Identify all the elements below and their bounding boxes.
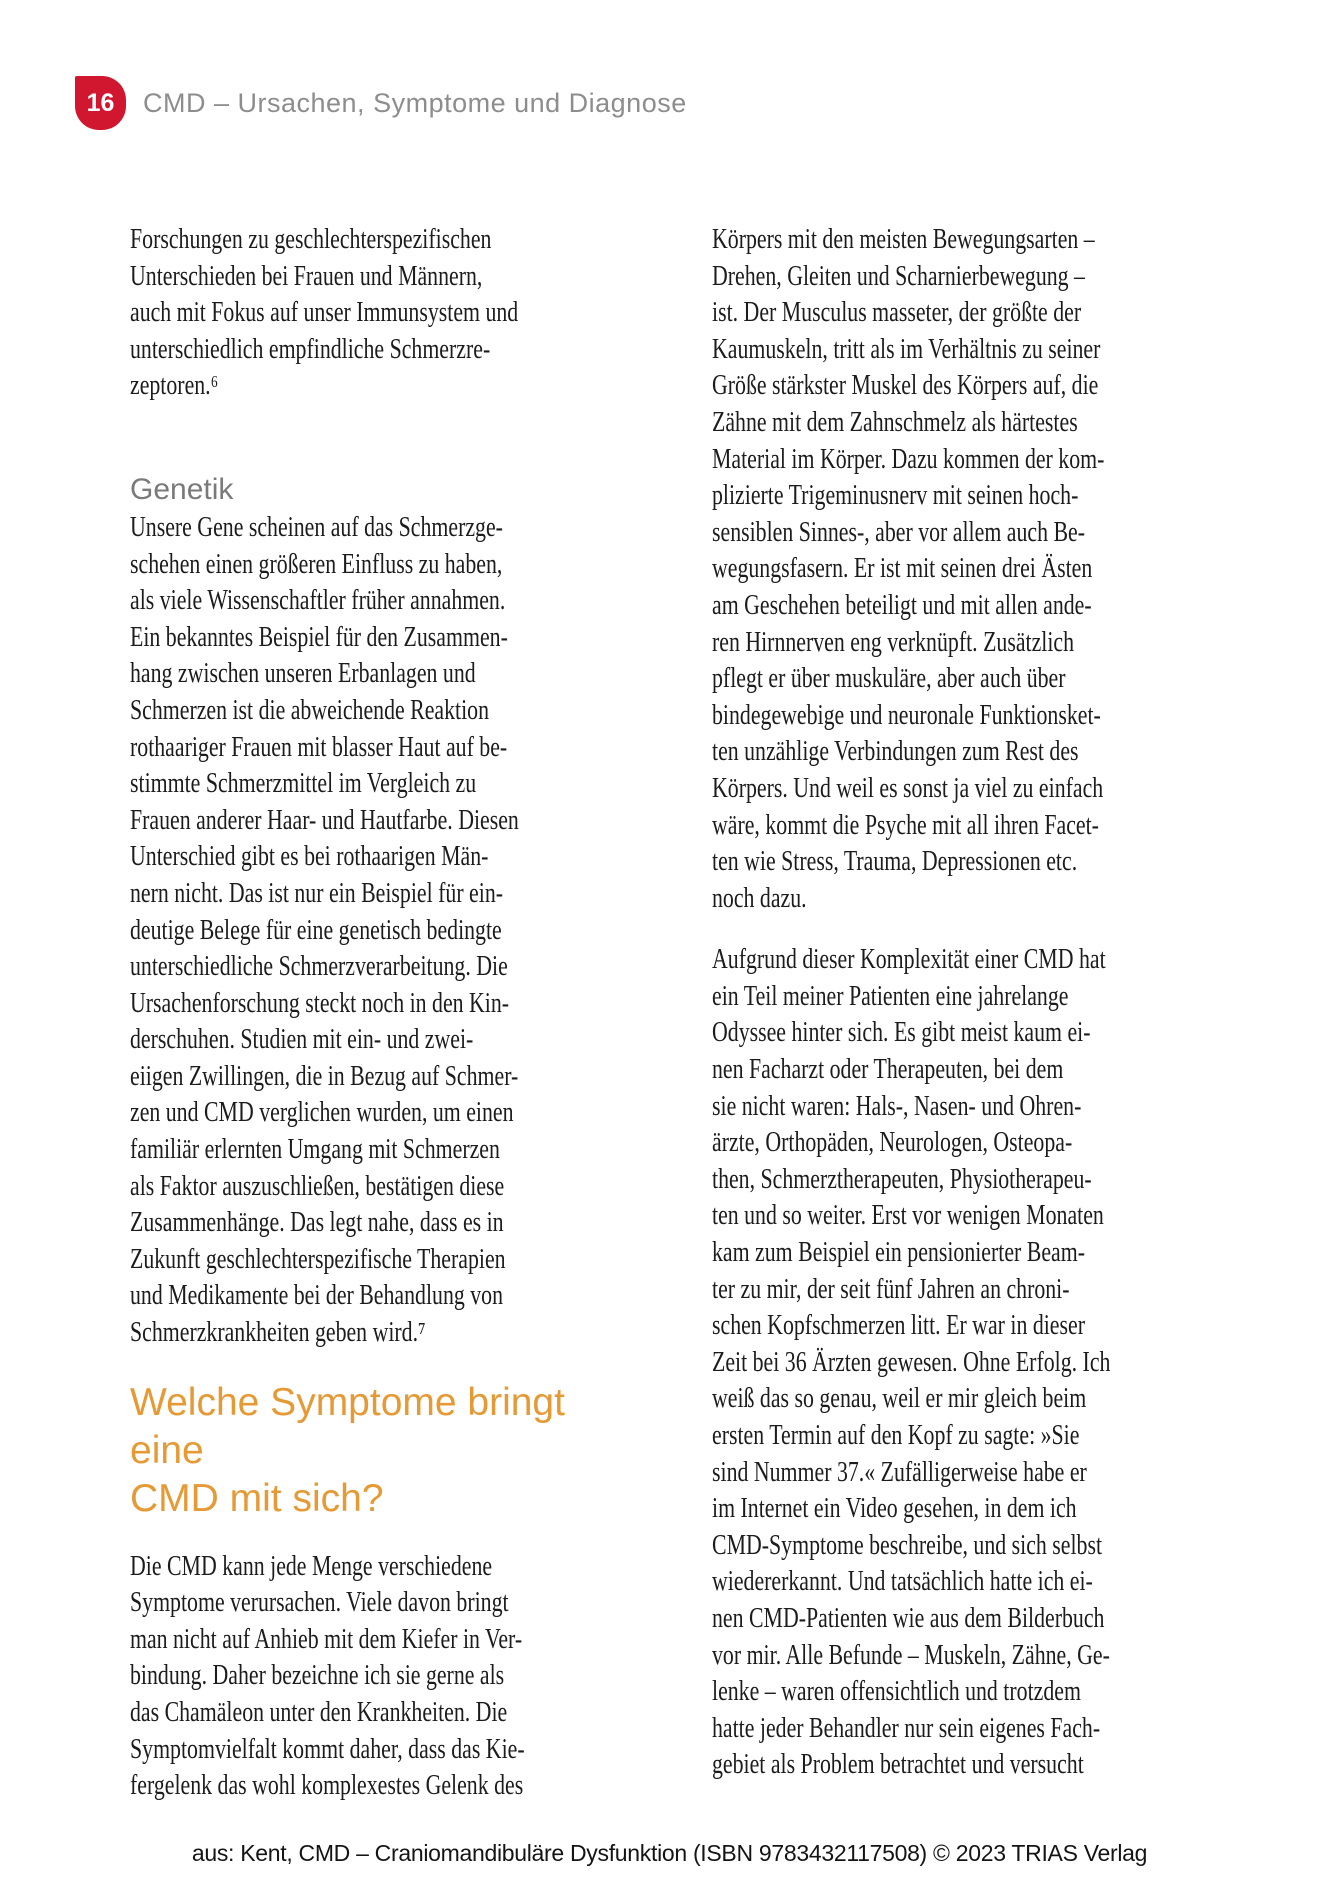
text-line: auch mit Fokus auf unser Immunsystem und bbox=[130, 297, 519, 329]
text-line: nen Facharzt oder Therapeuten, bei dem bbox=[712, 1054, 1064, 1086]
paragraph bbox=[712, 942, 1212, 1784]
text-line: Unsere Gene scheinen auf das Schmerzge- bbox=[130, 511, 503, 543]
text-line: ten unzählige Verbindungen zum Rest des bbox=[712, 736, 1079, 768]
text-line: im Internet ein Video gesehen, in dem ich bbox=[712, 1493, 1077, 1525]
text-line: ter zu mir, der seit fünf Jahren an chroni- bbox=[712, 1273, 1070, 1305]
text-line: deutige Belege für eine genetisch bedingte bbox=[130, 914, 502, 946]
text-line: am Geschehen beteiligt und mit allen ande- bbox=[712, 589, 1092, 621]
page-number: 16 bbox=[86, 88, 115, 117]
page-header-title: CMD – Ursachen, Symptome und Diagnose bbox=[143, 87, 687, 118]
section-heading-line: Welche Symptome bringt eine bbox=[130, 1380, 565, 1472]
text-line: nern nicht. Das ist nur ein Beispiel für ein- bbox=[130, 877, 504, 909]
text-line: ten wie Stress, Trauma, Depressionen etc. bbox=[712, 846, 1078, 878]
text-line: bindegewebige und neuronale Funktionsket- bbox=[712, 699, 1101, 731]
text-line: ten und so weiter. Erst vor wenigen Monaten bbox=[712, 1200, 1104, 1232]
text-line: kam zum Beispiel ein pensionierter Beam- bbox=[712, 1237, 1085, 1269]
text-line: Zusammenhänge. Das legt nahe, dass es in bbox=[130, 1207, 504, 1239]
page-number-badge bbox=[75, 76, 126, 130]
text-line: Zukunft geschlechterspezifische Therapien bbox=[130, 1243, 506, 1275]
text-line: Schmerzen ist die abweichende Reaktion bbox=[130, 694, 490, 726]
text-line: Symptomvielfalt kommt daher, dass das Kie- bbox=[130, 1733, 525, 1765]
text-line: hang zwischen unseren Erbanlagen und bbox=[130, 658, 476, 690]
footer-imprint: aus: Kent, CMD – Craniomandibuläre Dysfunktion (ISBN 9783432117508) © 2023 TRIAS Verlag bbox=[191, 1840, 1148, 1866]
paragraph bbox=[130, 222, 625, 405]
text-line: ärzte, Orthopäden, Neurologen, Osteopa- bbox=[712, 1127, 1073, 1159]
section-heading-symptome bbox=[130, 1379, 625, 1523]
text-line: das Chamäleon unter den Krankheiten. Die bbox=[130, 1697, 508, 1728]
text-line: als Faktor auszuschließen, bestätigen diese bbox=[130, 1170, 505, 1202]
text-line: Aufgrund dieser Komplexität einer CMD hat bbox=[712, 944, 1106, 976]
text-line: zen und CMD verglichen wurden, um einen bbox=[130, 1097, 514, 1129]
text-line: Kaumuskeln, tritt als im Verhältnis zu seiner bbox=[712, 333, 1101, 365]
text-line: wäre, kommt die Psyche mit all ihren Facet- bbox=[712, 809, 1099, 841]
text-line: Frauen anderer Haar- und Hautfarbe. Diesen bbox=[130, 804, 519, 836]
text-line: Ein bekanntes Beispiel für den Zusammen- bbox=[130, 621, 508, 653]
text-line: nen CMD-Patienten wie aus dem Bilderbuch bbox=[712, 1602, 1105, 1634]
text-line: und Medikamente bei der Behandlung von bbox=[130, 1280, 504, 1312]
text-line: vor mir. Alle Befunde – Muskeln, Zähne, Ge- bbox=[712, 1639, 1110, 1671]
text-line: ersten Termin auf den Kopf zu sagte: »Sie bbox=[712, 1420, 1080, 1451]
text-line: Material im Körper. Dazu kommen der kom- bbox=[712, 443, 1105, 475]
text-line: schehen einen größeren Einfluss zu haben, bbox=[130, 548, 503, 580]
text-line: Forschungen zu geschlechterspezifischen bbox=[130, 224, 492, 255]
text-line: unterschiedlich empfindliche Schmerzre- bbox=[130, 333, 491, 365]
column-right bbox=[712, 222, 1212, 1784]
text-line: zeptoren.⁶ bbox=[130, 370, 219, 402]
text-line: eiigen Zwillingen, die in Bezug auf Schmer- bbox=[130, 1060, 519, 1092]
text-line: Körpers mit den meisten Bewegungsarten – bbox=[712, 224, 1095, 255]
text-line: Körpers. Und weil es sonst ja viel zu einfach bbox=[712, 772, 1104, 804]
text-line: unterschiedliche Schmerzverarbeitung. Die bbox=[130, 951, 508, 983]
text-line: wiedererkannt. Und tatsächlich hatte ich ei- bbox=[712, 1566, 1093, 1598]
text-line: Ursachenforschung steckt noch in den Kin- bbox=[130, 987, 510, 1019]
text-line: Odyssee hinter sich. Es gibt meist kaum ei- bbox=[712, 1017, 1091, 1049]
text-line: Drehen, Gleiten und Scharnierbewegung – bbox=[712, 260, 1085, 292]
text-line: bindung. Daher bezeichne ich sie gerne als bbox=[130, 1660, 505, 1692]
text-line: sensiblen Sinnes-, aber vor allem auch Be- bbox=[712, 516, 1085, 548]
text-line: ein Teil meiner Patienten eine jahrelange bbox=[712, 980, 1069, 1012]
text-line: Unterschieden bei Frauen und Männern, bbox=[130, 260, 483, 292]
text-line: then, Schmerztherapeuten, Physiotherapeu- bbox=[712, 1163, 1092, 1195]
text-line: plizierte Trigeminusnerv mit seinen hoch- bbox=[712, 480, 1079, 512]
text-line: ren Hirnnerven eng verknüpft. Zusätzlich bbox=[712, 626, 1075, 658]
text-line: Zeit bei 36 Ärzten gewesen. Ohne Erfolg. Ich bbox=[712, 1346, 1111, 1378]
text-line: familiär erlernten Umgang mit Schmerzen bbox=[130, 1134, 500, 1166]
text-line: wegungsfasern. Er ist mit seinen drei Ästen bbox=[712, 553, 1093, 585]
paragraph bbox=[712, 222, 1212, 917]
text-line: sie nicht waren: Hals-, Nasen- und Ohren- bbox=[712, 1090, 1082, 1122]
text-line: Die CMD kann jede Menge verschiedene bbox=[130, 1550, 493, 1582]
text-line: noch dazu. bbox=[712, 882, 807, 914]
text-line: als viele Wissenschaftler früher annahmen. bbox=[130, 585, 506, 617]
text-line: weiß das so genau, weil er mir gleich beim bbox=[712, 1383, 1087, 1415]
text-line: stimmte Schmerzmittel im Vergleich zu bbox=[130, 768, 477, 800]
text-line: rothaariger Frauen mit blasser Haut auf be- bbox=[130, 731, 508, 763]
text-line: Schmerzkrankheiten geben wird.⁷ bbox=[130, 1317, 426, 1349]
text-line: Symptome verursachen. Viele davon bringt bbox=[130, 1587, 509, 1619]
text-line: lenke – waren offensichtlich und trotzdem bbox=[712, 1676, 1081, 1708]
text-line: hatte jeder Behandler nur sein eigenes Fach- bbox=[712, 1712, 1101, 1744]
section-heading-line: CMD mit sich? bbox=[130, 1476, 384, 1520]
text-line: pflegt er über muskuläre, aber auch über bbox=[712, 663, 1066, 695]
text-line: gebiet als Problem betrachtet und versucht bbox=[712, 1749, 1084, 1781]
paragraph bbox=[130, 510, 625, 1352]
text-line: fergelenk das wohl komplexestes Gelenk des bbox=[130, 1770, 524, 1802]
text-line: CMD-Symptome beschreibe, und sich selbst bbox=[712, 1529, 1103, 1561]
text-line: man nicht auf Anhieb mit dem Kiefer in Ver- bbox=[130, 1623, 523, 1655]
text-line: schen Kopfschmerzen litt. Er war in dieser bbox=[712, 1310, 1085, 1342]
text-line: Zähne mit dem Zahnschmelz als härtestes bbox=[712, 406, 1078, 438]
text-line: derschuhen. Studien mit ein- und zwei- bbox=[130, 1024, 474, 1056]
paragraph bbox=[130, 1549, 625, 1805]
text-line: ist. Der Musculus masseter, der größte der bbox=[712, 297, 1082, 329]
subheading-genetik: Genetik bbox=[130, 472, 234, 506]
text-line: Unterschied gibt es bei rothaarigen Män- bbox=[130, 841, 489, 873]
text-line: sind Nummer 37.« Zufälligerweise habe er bbox=[712, 1456, 1087, 1488]
text-line: Größe stärkster Muskel des Körpers auf, die bbox=[712, 370, 1099, 402]
column-left bbox=[130, 222, 625, 1805]
